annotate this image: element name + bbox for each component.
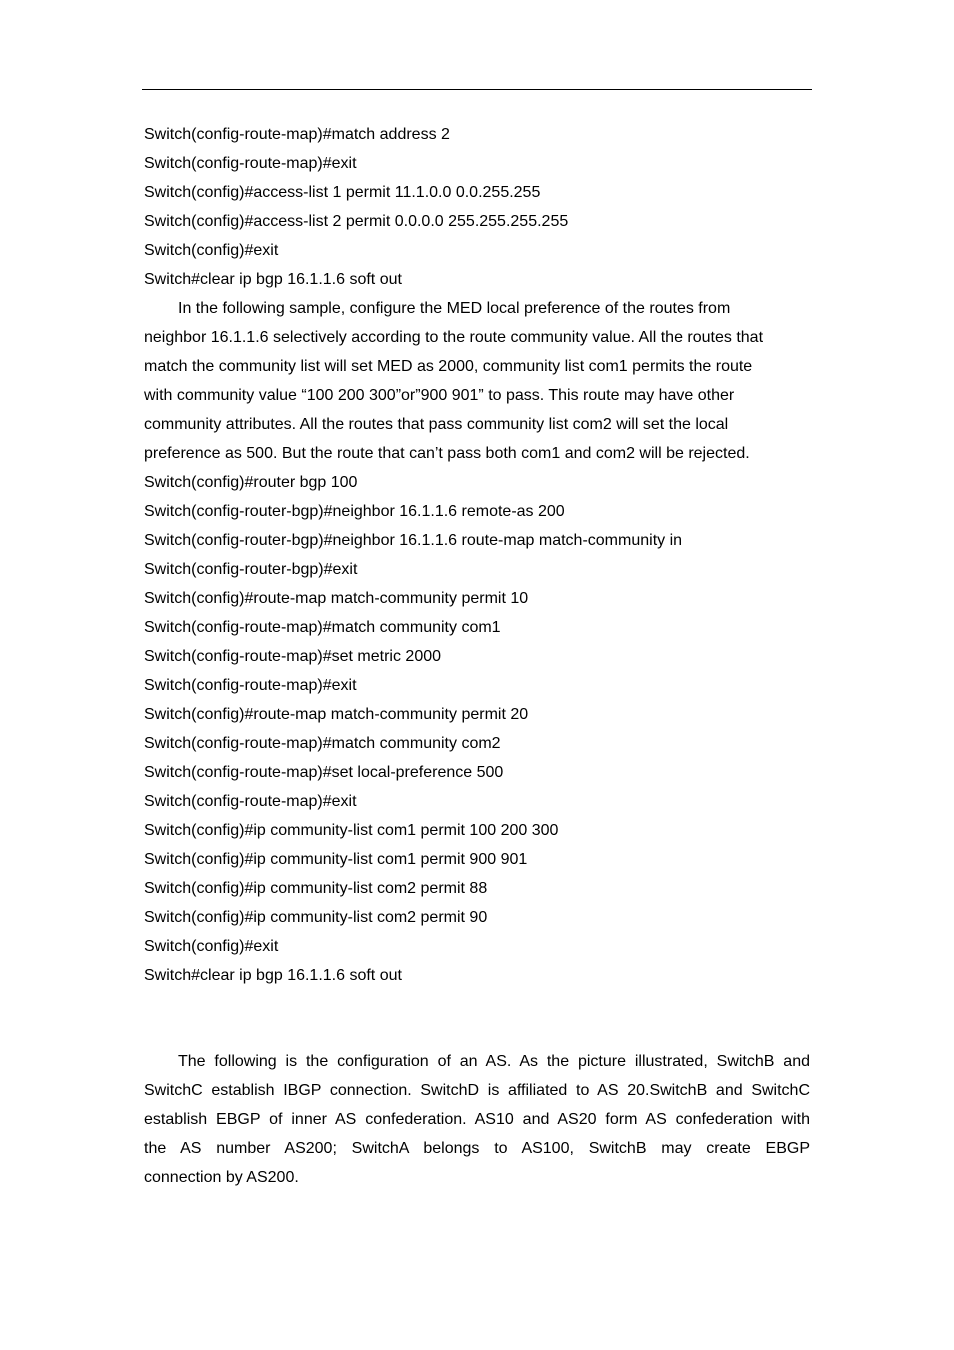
command-line: Switch#clear ip bgp 16.1.1.6 soft out bbox=[144, 271, 402, 288]
command-line: Switch(config)#ip community-list com2 permit 90 bbox=[144, 909, 488, 926]
paragraph-line: community attributes. All the routes that pass community list com2 will set the local bbox=[144, 416, 729, 433]
command-line: Switch(config)#ip community-list com1 permit 900 901 bbox=[144, 851, 528, 868]
paragraph-line: neighbor 16.1.1.6 selectively according to the route community value. All the routes that bbox=[144, 329, 764, 346]
page-body bbox=[144, 120, 810, 1192]
header-rule bbox=[142, 89, 812, 90]
command-line: Switch(config)#access-list 2 permit 0.0.0.0 255.255.255.255 bbox=[144, 213, 569, 230]
section-spacer bbox=[144, 990, 810, 1047]
command-line: Switch(config)#ip community-list com2 permit 88 bbox=[144, 880, 488, 897]
command-line: Switch(config-route-map)#exit bbox=[144, 677, 357, 694]
paragraph-med-community bbox=[144, 294, 810, 468]
command-line: Switch(config)#exit bbox=[144, 938, 279, 955]
command-block-access-list bbox=[144, 120, 810, 294]
command-line: Switch(config)#access-list 1 permit 11.1.0.0 0.0.255.255 bbox=[144, 184, 541, 201]
command-line: Switch(config)#route-map match-community permit 10 bbox=[144, 590, 529, 607]
command-line: Switch(config-route-map)#match address 2 bbox=[144, 126, 450, 143]
command-line: Switch(config-router-bgp)#exit bbox=[144, 561, 358, 578]
paragraph-line: SwitchC establish IBGP connection. SwitchD is affiliated to AS 20.SwitchB and SwitchC bbox=[144, 1082, 810, 1099]
paragraph-line: match the community list will set MED as 2000, community list com1 permits the route bbox=[144, 358, 753, 375]
command-line: Switch(config-route-map)#match community com2 bbox=[144, 735, 501, 752]
command-line: Switch(config-route-map)#exit bbox=[144, 155, 357, 172]
paragraph-as-confederation bbox=[144, 1047, 810, 1192]
command-line: Switch(config-route-map)#exit bbox=[144, 793, 357, 810]
paragraph-line: establish EBGP of inner AS confederation. AS10 and AS20 form AS confederation with bbox=[144, 1111, 810, 1128]
command-line: Switch(config-route-map)#set local-preference 500 bbox=[144, 764, 504, 781]
command-line: Switch(config)#router bgp 100 bbox=[144, 474, 358, 491]
command-line: Switch(config-route-map)#set metric 2000 bbox=[144, 648, 442, 665]
command-line: Switch(config)#ip community-list com1 permit 100 200 300 bbox=[144, 822, 559, 839]
command-block-community bbox=[144, 468, 810, 990]
command-line: Switch(config-router-bgp)#neighbor 16.1.1.6 route-map match-community in bbox=[144, 532, 683, 549]
paragraph-line: The following is the configuration of an AS. As the picture illustrated, SwitchB and bbox=[178, 1053, 810, 1070]
paragraph-line: connection by AS200. bbox=[144, 1169, 299, 1186]
command-line: Switch(config-route-map)#match community com1 bbox=[144, 619, 501, 636]
command-line: Switch(config)#route-map match-community permit 20 bbox=[144, 706, 529, 723]
command-line: Switch(config)#exit bbox=[144, 242, 279, 259]
command-line: Switch#clear ip bgp 16.1.1.6 soft out bbox=[144, 967, 402, 984]
paragraph-line: the AS number AS200; SwitchA belongs to AS100, SwitchB may create EBGP bbox=[144, 1140, 810, 1157]
paragraph-line: preference as 500. But the route that can’t pass both com1 and com2 will be rejected. bbox=[144, 445, 750, 462]
paragraph-line: In the following sample, configure the MED local preference of the routes from bbox=[178, 300, 731, 317]
paragraph-line: with community value “100 200 300”or”900 901” to pass. This route may have other bbox=[144, 387, 735, 404]
command-line: Switch(config-router-bgp)#neighbor 16.1.1.6 remote-as 200 bbox=[144, 503, 565, 520]
